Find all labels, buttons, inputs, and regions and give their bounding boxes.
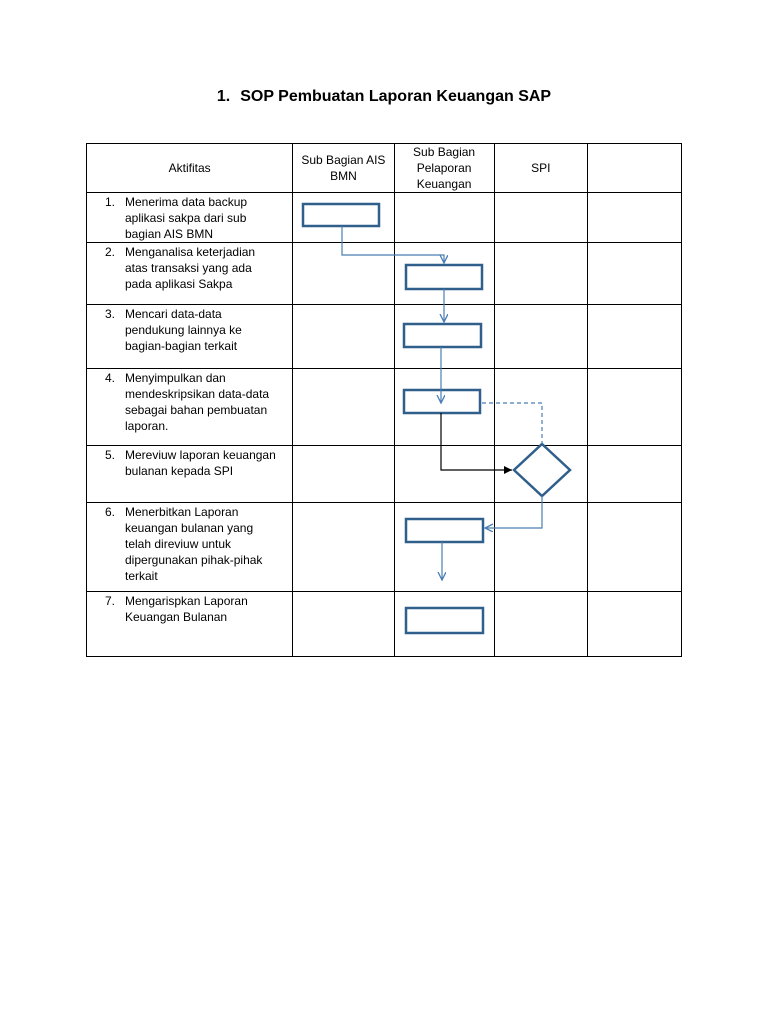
lane-cell xyxy=(293,592,394,657)
activity-cell xyxy=(87,369,293,446)
activity-cell xyxy=(87,592,293,657)
lane-cell xyxy=(394,369,494,446)
lane-cell xyxy=(587,592,681,657)
activity-cell xyxy=(87,503,293,592)
table-row xyxy=(87,305,682,369)
lane-cell xyxy=(494,243,587,305)
header-ais-bmn: Sub Bagian AIS BMN xyxy=(293,144,394,193)
lane-cell xyxy=(394,193,494,243)
step-number: 4. xyxy=(104,371,115,385)
lane-cell xyxy=(494,305,587,369)
activity-cell xyxy=(87,305,293,369)
step-text: Mencari data-data pendukung lainnya ke bagian-bagian terkait xyxy=(125,307,242,353)
header-aktifitas: Aktifitas xyxy=(87,144,293,193)
lane-cell xyxy=(293,243,394,305)
step-number: 2. xyxy=(104,245,115,259)
lane-cell xyxy=(587,503,681,592)
step-text: Menyimpulkan dan mendeskripsikan data-data sebagai bahan pembuatan laporan. xyxy=(125,371,270,433)
sop-table xyxy=(86,143,682,657)
lane-cell xyxy=(494,503,587,592)
lane-cell xyxy=(494,592,587,657)
step-text: Mereviuw laporan keuangan bulanan kepada SPI xyxy=(125,448,276,478)
header-pelaporan: Sub Bagian Pelaporan Keuangan xyxy=(394,144,494,193)
lane-cell xyxy=(587,446,681,503)
lane-cell xyxy=(394,503,494,592)
lane-cell xyxy=(494,369,587,446)
table-row xyxy=(87,193,682,243)
lane-cell xyxy=(394,446,494,503)
step-text: Menerima data backup aplikasi sakpa dari sub bagian AIS BMN xyxy=(125,195,248,241)
table-row xyxy=(87,592,682,657)
step-text: Mengarispkan Laporan Keuangan Bulanan xyxy=(125,594,248,624)
table-row xyxy=(87,243,682,305)
step-number: 1. xyxy=(104,195,115,209)
lane-cell xyxy=(293,305,394,369)
lane-cell xyxy=(394,305,494,369)
activity-cell xyxy=(87,243,293,305)
step-text: Menerbitkan Laporan keuangan bulanan yang telah direviuw untuk dipergunakan pihak-pihak terkait xyxy=(125,505,263,583)
lane-cell xyxy=(394,243,494,305)
lane-cell xyxy=(293,446,394,503)
table-row xyxy=(87,503,682,592)
lane-cell xyxy=(587,305,681,369)
header-row xyxy=(87,144,682,193)
lane-cell xyxy=(394,592,494,657)
title-text: SOP Pembuatan Laporan Keuangan SAP xyxy=(240,88,552,105)
header-empty xyxy=(587,144,681,193)
header-spi: SPI xyxy=(494,144,587,193)
lane-cell xyxy=(494,446,587,503)
step-text: Menganalisa keterjadian atas transaksi yang ada pada aplikasi Sakpa xyxy=(125,245,256,291)
activity-cell xyxy=(87,446,293,503)
step-number: 3. xyxy=(104,307,115,321)
title-number: 1. xyxy=(216,88,231,105)
lane-cell xyxy=(494,193,587,243)
lane-cell xyxy=(587,243,681,305)
table-row xyxy=(87,446,682,503)
lane-cell xyxy=(587,369,681,446)
lane-cell xyxy=(293,503,394,592)
lane-cell xyxy=(293,369,394,446)
page-title xyxy=(0,88,768,106)
lane-cell xyxy=(587,193,681,243)
step-number: 5. xyxy=(104,448,115,462)
table-row xyxy=(87,369,682,446)
lane-cell xyxy=(293,193,394,243)
step-number: 6. xyxy=(104,505,115,519)
step-number: 7. xyxy=(104,594,115,608)
activity-cell xyxy=(87,193,293,243)
